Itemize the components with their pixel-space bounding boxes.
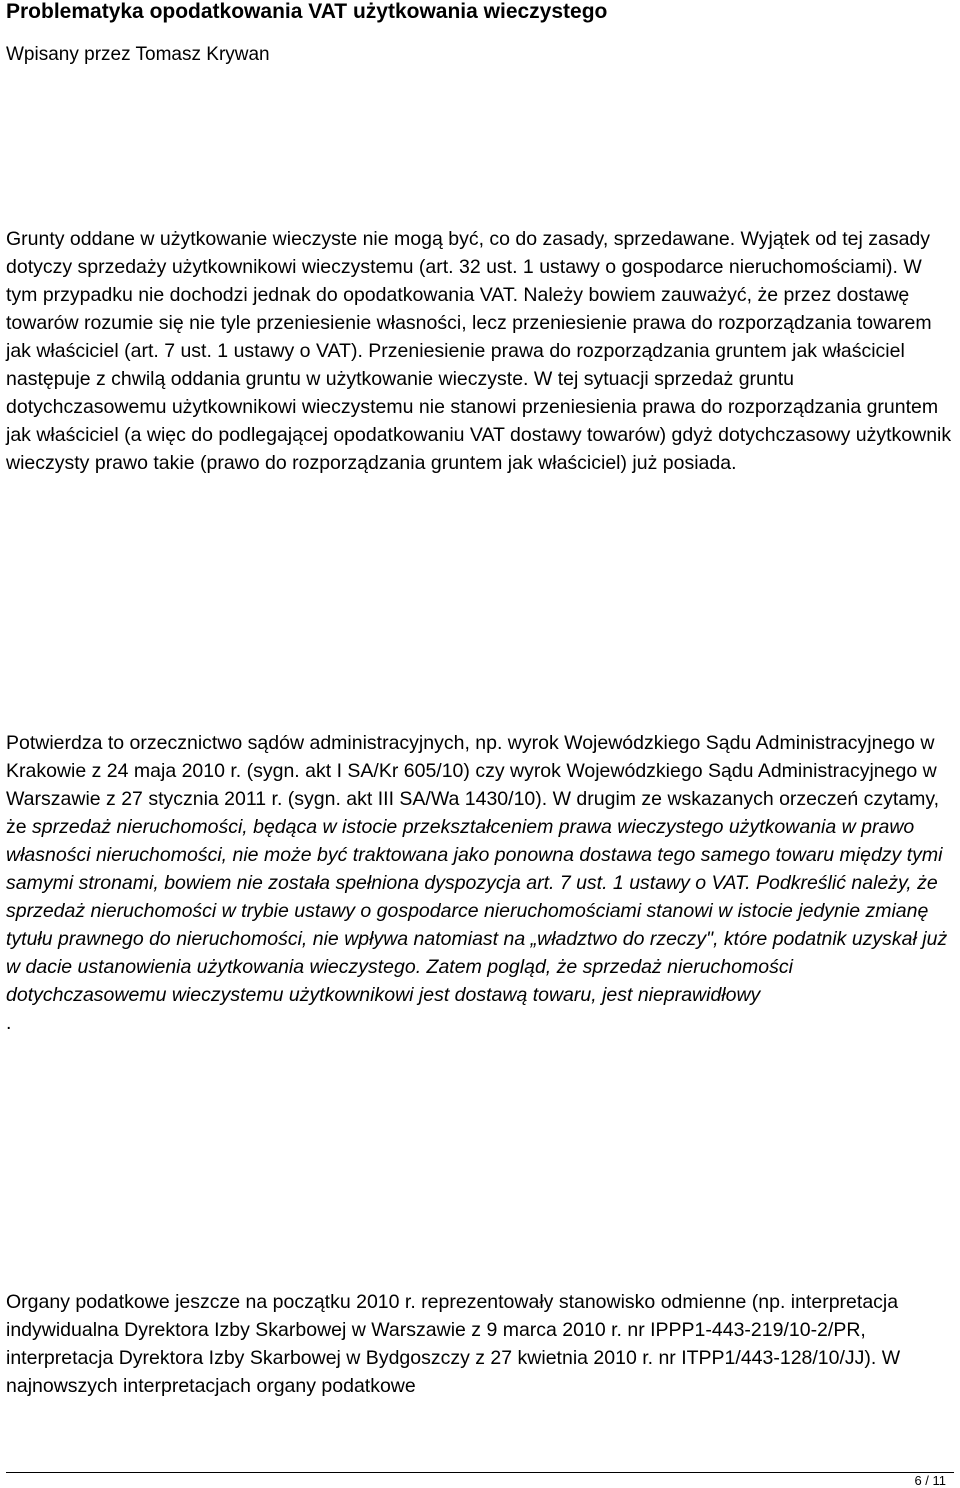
case-law-lead-text: Potwierdza to orzecznictwo sądów administracyjnych, np. wyrok Wojewódzkiego Sądu Administracyjnego w Krakowie z 24 maja 2010 r. (sygn. akt I SA/Kr 605/10) czy wyrok Wojewódzkiego Sądu Administracyjnego w Warszawie z 27 stycznia 2011 r. (sygn. akt III SA/Wa 1430/10). W drugim ze wskazanych orzeczeń czytamy, że [6, 732, 940, 838]
document-title: Problematyka opodatkowania VAT użytkowania wieczystego [6, 0, 608, 23]
page-number: 6 / 11 [914, 1473, 946, 1488]
paragraph-sale-to-perpetual-user: Grunty oddane w użytkowanie wieczyste nie mogą być, co do zasady, sprzedawane. Wyjątek od tej zasady dotyczy sprzedaży użytkownikowi wieczystemu (art. 32 ust. 1 ustawy o gospodarce nieruchomościami). W tym przypadku nie dochodzi jednak do opodatkowania VAT. Należy bowiem zauważyć, że przez dostawę towarów rozumie się nie tyle przeniesienie własności, lecz przeniesienie prawa do rozporządzania towarem jak właściciel (art. 7 ust. 1 ustawy o VAT). Przeniesienie prawa do rozporządzania gruntem jak właściciel następuje z chwilą oddania gruntu w użytkowanie wieczyste. W tej sytuacji sprzedaż gruntu dotychczasowemu użytkownikowi wieczystemu nie stanowi przeniesienia prawa do rozporządzania gruntem jak właściciel (a więc do podlegającej opodatkowaniu VAT dostawy towarów) gdyż dotychczasowy użytkownik wieczysty prawo takie (prawo do rozporządzania gruntem jak właściciel) już posiada. [6, 228, 952, 474]
paragraph-case-law [6, 729, 958, 1037]
quotation-end-mark: . [6, 1012, 12, 1034]
court-quotation: sprzedaż nieruchomości, będąca w istocie przekształceniem prawa wieczystego użytkowania w prawo własności nieruchomości, nie może być traktowana jako ponowna dostawa tego samego towaru między tymi samymi stronami, bowiem nie została spełniona dyspozycja art. 7 ust. 1 ustawy o VAT. Podkreślić należy, że sprzedaż nieruchomości w trybie ustawy o gospodarce nieruchomościami stanowi w istocie jedynie zmianę tytułu prawnego do nieruchomości, nie wpływa natomiast na „władztwo do rzeczy", które podatnik uzyskał już w dacie ustanowienia użytkowania wieczystego. Zatem pogląd, że sprzedaż nieruchomości dotychczasowemu wieczystemu użytkownikowi jest dostawą towaru, jest nieprawidłowy [6, 816, 948, 1006]
author-byline: Wpisany przez Tomasz Krywan [6, 44, 270, 65]
paragraph-tax-authorities: Organy podatkowe jeszcze na początku 2010 r. reprezentowały stanowisko odmienne (np. interpretacja indywidualna Dyrektora Izby Skarbowej w Warszawie z 9 marca 2010 r. nr IPPP1-443-219/10-2/PR, interpretacja Dyrektora Izby Skarbowej w Bydgoszczy z 27 kwietnia 2010 r. nr ITPP1/443-128/10/JJ). W najnowszych interpretacjach organy podatkowe [6, 1291, 901, 1397]
footer-divider [6, 1472, 954, 1473]
